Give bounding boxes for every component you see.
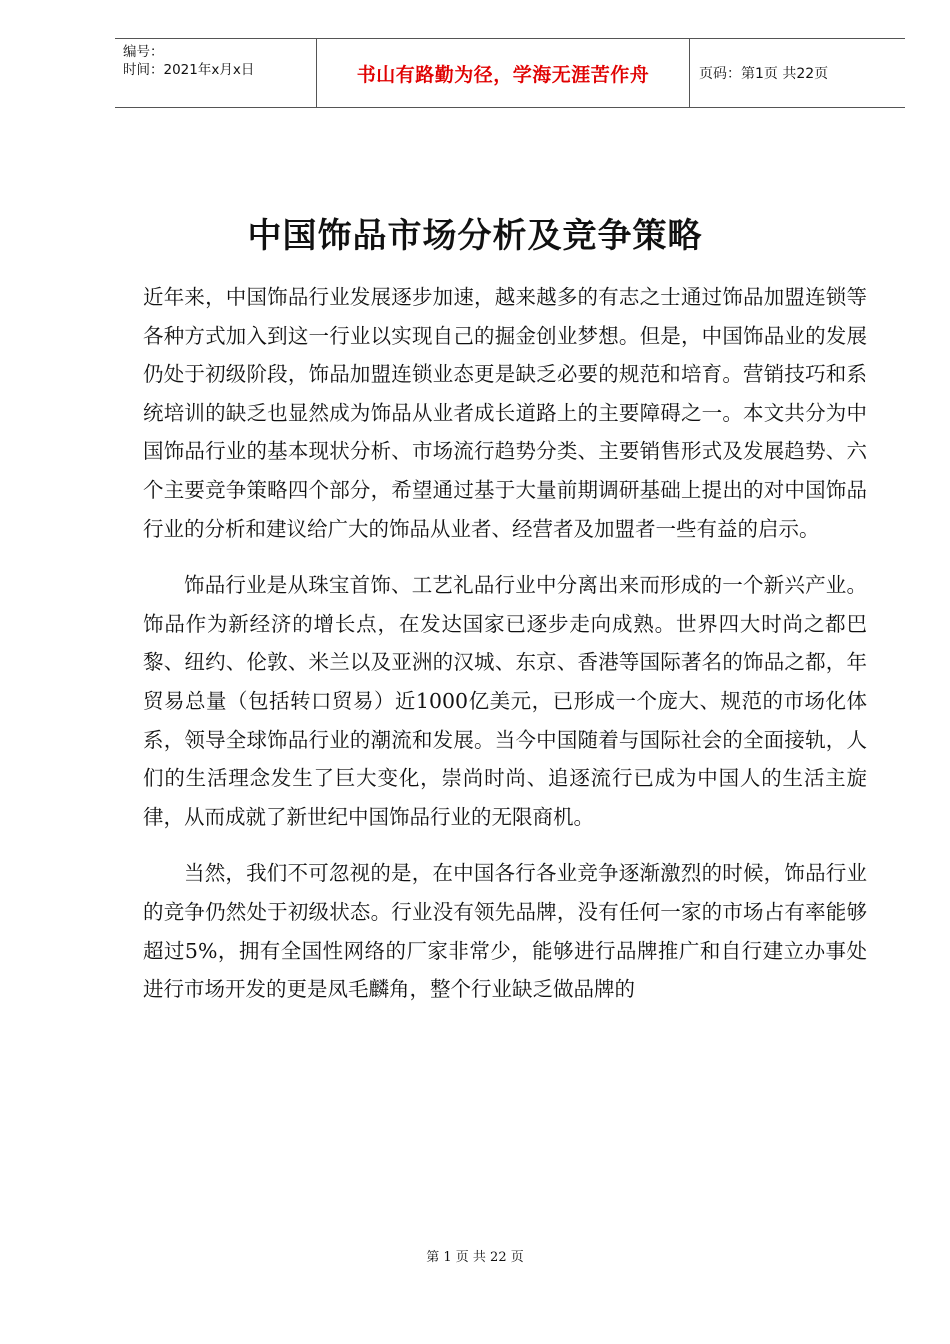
document-title: 中国饰品市场分析及竞争策略 — [247, 216, 703, 256]
document-body — [143, 278, 867, 1027]
paragraph-1: 近年来，中国饰品行业发展逐步加速，越来越多的有志之士通过饰品加盟连锁等各种方式加入到这一行业以实现自己的掘金创业梦想。但是，中国饰品业的发展仍处于初级阶段，饰品加盟连锁业态更是缺乏必要的规范和培育。营销技巧和系统培训的缺乏也显然成为饰品从业者成长道路上的主要障碍之一。本文共分为中国饰品行业的基本现状分析、市场流行趋势分类、主要销售形式及发展趋势、六个主要竞争策略四个部分，希望通过基于大量前期调研基础上提出的对中国饰品行业的分析和建议给广大的饰品从业者、经营者及加盟者一些有益的启示。 — [143, 285, 867, 541]
document-number-label: 编号： — [123, 44, 164, 60]
header-motto: 书山有路勤为径，学海无涯苦作舟 — [356, 63, 650, 86]
header-page-cell — [690, 39, 905, 107]
page-footer: 第 1 页 共 22 页 — [426, 1250, 524, 1265]
document-time-label: 时间：2021年x月x日 — [123, 62, 255, 78]
header-table — [115, 38, 905, 108]
header-meta-cell — [115, 39, 317, 107]
paragraph-2: 饰品行业是从珠宝首饰、工艺礼品行业中分离出来而形成的一个新兴产业。饰品作为新经济的增长点，在发达国家已逐步走向成熟。世界四大时尚之都巴黎、纽约、伦敦、米兰以及亚洲的汉城、东京、香港等国际著名的饰品之都，年贸易总量（包括转口贸易）近1000亿美元，已形成一个庞大、规范的市场化体系，领导全球饰品行业的潮流和发展。当今中国随着与国际社会的全面接轨，人们的生活理念发生了巨大变化，崇尚时尚、追逐流行已成为中国人的生活主旋律，从而成就了新世纪中国饰品行业的无限商机。 — [143, 573, 867, 829]
header-page-info: 页码：第1页 共22页 — [699, 66, 829, 82]
header-motto-cell — [317, 39, 690, 107]
paragraph-3: 当然，我们不可忽视的是，在中国各行各业竞争逐渐激烈的时候，饰品行业的竞争仍然处于初级状态。行业没有领先品牌，没有任何一家的市场占有率能够超过5%，拥有全国性网络的厂家非常少，能够进行品牌推广和自行建立办事处进行市场开发的更是凤毛麟角，整个行业缺乏做品牌的 — [143, 861, 867, 1002]
